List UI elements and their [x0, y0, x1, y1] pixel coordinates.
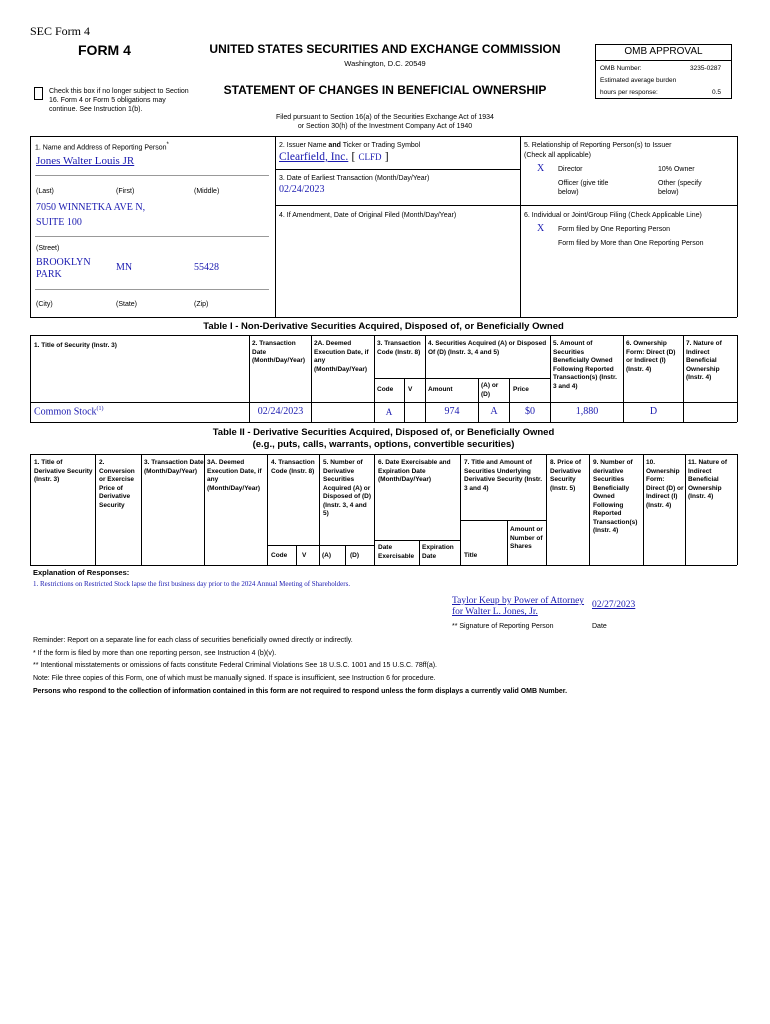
explanation-label: Explanation of Responses: — [33, 568, 130, 577]
ten-percent-owner-label: 10% Owner — [658, 166, 695, 173]
t1-sub-aord: (A) or (D) — [481, 382, 499, 398]
t2-col8-header: 8. Price of Derivative Security (Instr. 5) — [550, 459, 582, 492]
table2-title-2: (e.g., puts, calls, warrants, options, convertible securities) — [252, 439, 515, 450]
omb-burden-label: Estimated average burden — [600, 77, 677, 84]
t1-security-title: Common Stock$^{(1)}$ — [34, 406, 104, 418]
t1-price: $0 — [525, 406, 535, 417]
note-3: Note: File three copies of this Form, one of which must be manually signed. If space is insufficient, see Instruction 6 for procedure. — [33, 675, 436, 682]
t2-sub-title: Title — [464, 552, 478, 559]
t1-col2a-header: 2A. Deemed Execution Date, if any (Month/Day/Year) — [314, 340, 369, 373]
t1-col5-header: 5. Amount of Securities Beneficially Owned Following Reported Transaction(s) (Instr. 3 and 4) — [553, 340, 617, 390]
t1-owned-following: 1,880 — [575, 406, 599, 417]
t2-sub-expiration-date: Expiration Date — [422, 544, 454, 560]
signature-date: 02/27/2023 — [592, 600, 636, 610]
omb-hours-label: hours per response: — [600, 89, 658, 96]
one-person-checkmark[interactable]: X — [537, 223, 545, 234]
t1-ownership-form: D — [649, 406, 658, 417]
zip-label: (Zip) — [194, 301, 209, 308]
more-persons-label: Form filed by More than One Reporting Person — [558, 240, 704, 247]
city-line-1: BROOKLYN — [36, 257, 91, 268]
t2-sub-amount: Amount or Number of Shares — [510, 526, 543, 550]
reminder-note: Reminder: Report on a separate line for each class of securities beneficially owned directly or indirectly. — [33, 637, 353, 644]
state-value: MN — [116, 262, 133, 273]
signature-line-1: Taylor Keup by Power of Attorney — [452, 596, 585, 606]
reporting-person-name[interactable]: Jones Walter Louis JR — [36, 155, 135, 167]
street-label: (Street) — [36, 245, 60, 252]
reporting-person-label: 1. Name and Address of Reporting Person* — [35, 142, 169, 152]
other-label-2: below) — [658, 189, 679, 196]
sec-form-label: SEC Form 4 — [30, 24, 91, 38]
zip-value: 55428 — [194, 262, 219, 273]
t2-sub-a: (A) — [322, 552, 332, 559]
street-line-1: 7050 WINNETKA AVE N, — [36, 202, 146, 213]
state-label: (State) — [116, 301, 138, 308]
city-line-2: PARK — [36, 269, 62, 280]
commission-location: Washington, D.C. 20549 — [344, 59, 426, 68]
signature-line-2: for Walter L. Jones, Jr. — [452, 607, 538, 617]
omb-hours-value: 0.5 — [712, 89, 722, 96]
director-label: Director — [558, 166, 583, 173]
t1-sub-price: Price — [513, 386, 529, 393]
t2-col4-header: 4. Transaction Code (Instr. 8) — [271, 459, 315, 475]
t2-sub-d: (D) — [350, 552, 360, 559]
t2-col10-header: 10. Ownership Form: Direct (D) or Indirect (I) (Instr. 4) — [646, 459, 684, 509]
statement-title: STATEMENT OF CHANGES IN BENEFICIAL OWNERSHIP — [223, 83, 547, 97]
last-label: (Last) — [36, 188, 54, 195]
table1-title: Table I - Non-Derivative Securities Acquired, Disposed of, or Beneficially Owned — [203, 321, 564, 332]
street-line-2: SUITE 100 — [36, 217, 82, 228]
t2-col1-header: 1. Title of Derivative Security (Instr. 3) — [34, 459, 93, 483]
omb-title: OMB APPROVAL — [624, 46, 703, 57]
middle-label: (Middle) — [194, 188, 220, 195]
issuer-name-row: Clearfield, Inc. [ CLFD ] — [279, 151, 389, 163]
table2-title-1: Table II - Derivative Securities Acquired, Disposed of, or Beneficially Owned — [212, 427, 555, 438]
issuer-ticker: CLFD — [358, 152, 382, 162]
filed-pursuant-2: or Section 30(h) of the Investment Company Act of 1940 — [297, 123, 473, 130]
t1-col1-header: 1. Title of Security (Instr. 3) — [34, 342, 117, 349]
t1-amount: 974 — [444, 406, 460, 417]
signature-date-label: Date — [592, 623, 607, 630]
note-2: ** Intentional misstatements or omissions of facts constitute Federal Criminal Violations See 18 U.S.C. 1001 and 15 U.S.C. 78ff(a). — [33, 662, 437, 669]
t1-col3-header: 3. Transaction Code (Instr. 8) — [377, 340, 421, 356]
one-person-label: Form filed by One Reporting Person — [558, 226, 671, 233]
note-1: * If the form is filed by more than one reporting person, see Instruction 4 (b)(v). — [33, 650, 277, 657]
t2-col5-header: 5. Number of Derivative Securities Acquired (A) or Disposed of (D) (Instr. 3, 4 and 5) — [323, 459, 372, 517]
t1-sub-code: Code — [377, 386, 394, 393]
section16-checkbox[interactable] — [34, 87, 43, 100]
commission-name: UNITED STATES SECURITIES AND EXCHANGE COMMISSION — [209, 42, 561, 56]
note-4: Persons who respond to the collection of information contained in this form are not required to respond unless the form displays a currently valid OMB Number. — [33, 688, 568, 695]
omb-number-value: 3235-0287 — [690, 65, 722, 72]
t1-transaction-code: A — [385, 407, 393, 417]
omb-number-label: OMB Number: — [600, 65, 642, 72]
city-label: (City) — [36, 301, 53, 308]
section16-note: Check this box if no longer subject to Section 16. Form 4 or Form 5 obligations may continue. See Instruction 1(b). — [49, 88, 189, 113]
t1-col4-header: 4. Securities Acquired (A) or Disposed Of (D) (Instr. 3, 4 and 5) — [428, 340, 547, 356]
t2-col9-header: 9. Number of derivative Securities Beneficially Owned Following Reported Transaction(s) (Instr. 4) — [593, 459, 638, 534]
t1-transaction-date: 02/24/2023 — [257, 406, 304, 417]
filed-pursuant-1: Filed pursuant to Section 16(a) of the Securities Exchange Act of 1934 — [276, 114, 494, 121]
t2-col6-header: 6. Date Exercisable and Expiration Date (Month/Day/Year) — [378, 459, 451, 483]
t2-col3a-header: 3A. Deemed Execution Date, if any (Month/Day/Year) — [207, 459, 262, 492]
issuer-label: 2. Issuer Name and Ticker or Trading Symbol — [279, 142, 421, 149]
t1-col6-header: 6. Ownership Form: Direct (D) or Indirect (I) (Instr. 4) — [626, 340, 676, 373]
t1-col7-header: 7. Nature of Indirect Beneficial Ownership (Instr. 4) — [686, 340, 722, 381]
officer-label-1: Officer (give title — [558, 180, 609, 187]
t2-col7-header: 7. Title and Amount of Securities Underlying Derivative Security (Instr. 3 and 4) — [464, 459, 543, 492]
amendment-label: 4. If Amendment, Date of Original Filed (Month/Day/Year) — [279, 212, 457, 219]
t2-col2-header: 2. Conversion or Exercise Price of Derivative Security — [99, 459, 135, 509]
earliest-date-value: 02/24/2023 — [279, 184, 325, 195]
first-label: (First) — [116, 188, 135, 195]
earliest-date-label: 3. Date of Earliest Transaction (Month/Day/Year) — [279, 175, 430, 182]
t2-sub-code: Code — [271, 552, 288, 559]
t1-a-or-d: A — [490, 406, 498, 417]
signature-label: ** Signature of Reporting Person — [452, 623, 554, 630]
issuer-name[interactable]: Clearfield, Inc. — [279, 151, 349, 163]
t2-sub-v: V — [302, 552, 307, 559]
t1-col2-header: 2. Transaction Date (Month/Day/Year) — [252, 340, 306, 364]
t2-col3-header: 3. Transaction Date (Month/Day/Year) — [144, 459, 204, 475]
relationship-check-all: (Check all applicable) — [524, 152, 591, 159]
filing-label: 6. Individual or Joint/Group Filing (Check Applicable Line) — [524, 212, 702, 219]
t2-sub-date-exercisable: Date Exercisable — [378, 544, 415, 560]
t2-col11-header: 11. Nature of Indirect Beneficial Ownership (Instr. 4) — [688, 459, 728, 500]
other-label-1: Other (specify — [658, 180, 702, 187]
t1-sub-amount: Amount — [428, 386, 453, 393]
t1-sub-v: V — [408, 386, 413, 393]
relationship-label: 5. Relationship of Reporting Person(s) to Issuer — [524, 142, 672, 149]
officer-label-2: below) — [558, 189, 579, 196]
footnote-1: 1. Restrictions on Restricted Stock lapse the first business day prior to the 2024 Annual Meeting of Shareholders. — [33, 580, 351, 588]
form-title: FORM 4 — [78, 42, 131, 58]
director-checkmark[interactable]: X — [537, 163, 545, 174]
